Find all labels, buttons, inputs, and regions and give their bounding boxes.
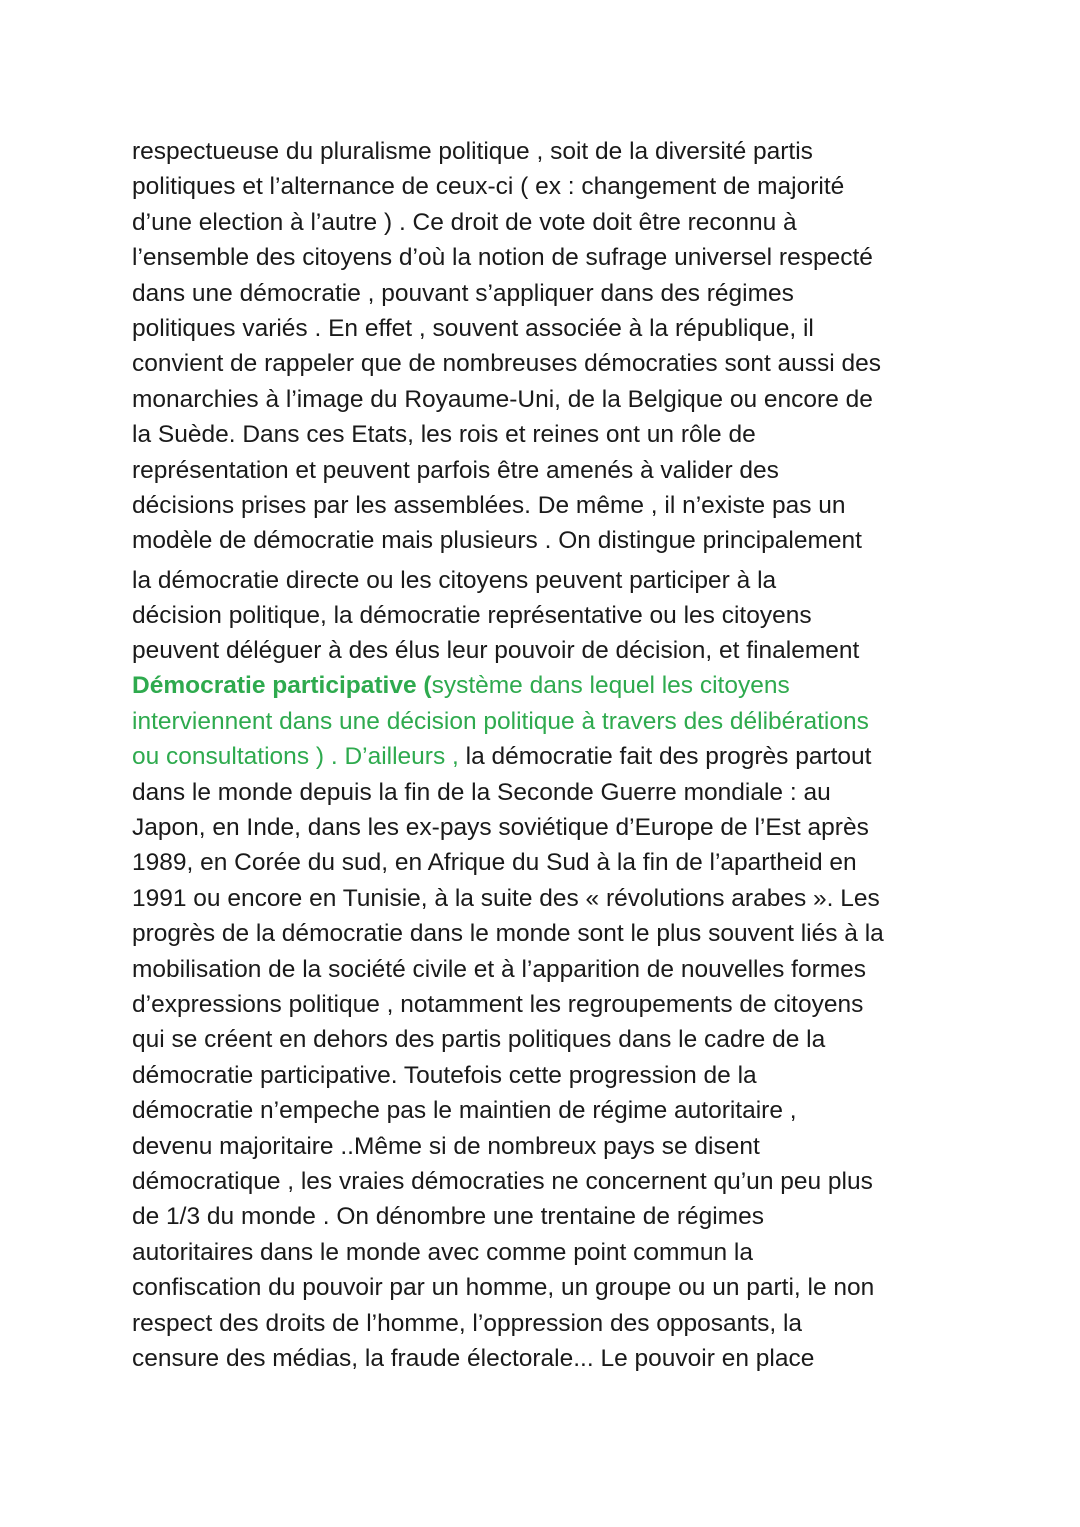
text-line (132, 987, 1012, 1022)
text-run: progrès de la démocratie dans le monde sont le plus souvent liés à la (132, 920, 884, 948)
text-line (132, 417, 1012, 452)
text-run: 1991 ou encore en Tunisie, à la suite des « révolutions arabes ». Les (132, 884, 880, 912)
highlighted-text-run: interviennent dans une décision politique à travers des délibérations (132, 707, 869, 735)
text-run: monarchies à l’image du Royaume-Uni, de la Belgique ou encore de (132, 385, 873, 413)
highlighted-text-run: Démocratie participative ( (132, 672, 432, 700)
text-run: convient de rappeler que de nombreuses démocraties sont aussi des (132, 350, 882, 378)
text-line (132, 775, 1012, 810)
text-line (132, 1270, 1012, 1305)
text-run: respectueuse du pluralisme politique , soit de la diversité partis (132, 138, 813, 165)
text-line (132, 810, 1012, 845)
text-run: représentation et peuvent parfois être amenés à valider des (132, 456, 779, 484)
text-line (132, 916, 1012, 951)
text-run: décisions prises par les assemblées. De même , il n’existe pas un (132, 491, 846, 519)
text-line (132, 1341, 1012, 1376)
text-run: la démocratie directe ou les citoyens peuvent participer à la (132, 566, 777, 594)
text-run: politiques et l’alternance de ceux-ci ( ex : changement de majorité (132, 173, 845, 201)
text-line (132, 1306, 1012, 1341)
text-line (132, 881, 1012, 916)
text-line (132, 169, 1012, 204)
text-line (132, 523, 1012, 558)
text-line (132, 739, 1012, 774)
text-run: 1989, en Corée du sud, en Afrique du Sud à la fin de l’apartheid en (132, 849, 857, 877)
text-run: l’ensemble des citoyens d’où la notion de sufrage universel respecté (132, 244, 873, 272)
text-line (132, 488, 1012, 523)
text-run: dans le monde depuis la fin de la Seconde Guerre mondiale : au (132, 778, 831, 806)
text-run: décision politique, la démocratie représentative ou les citoyens (132, 601, 812, 629)
text-run: politiques variés . En effet , souvent associée à la république, il (132, 314, 814, 342)
text-run: autoritaires dans le monde avec comme point commun la (132, 1238, 753, 1266)
text-run: d’une election à l’autre ) . Ce droit de vote doit être reconnu à (132, 208, 797, 236)
text-line (132, 845, 1012, 880)
text-run: modèle de démocratie mais plusieurs . On distingue principalement (132, 527, 862, 555)
text-line (132, 346, 1012, 381)
text-line (132, 952, 1012, 987)
text-run: dans une démocratie , pouvant s’appliquer dans des régimes (132, 279, 794, 307)
text-run: devenu majoritaire ..Même si de nombreux pays se disent (132, 1132, 760, 1160)
highlighted-text-run: système dans lequel les citoyens (431, 672, 790, 700)
text-line (132, 382, 1012, 417)
text-line (132, 559, 1012, 598)
text-line (132, 1093, 1012, 1128)
text-line (132, 1129, 1012, 1164)
text-line (132, 633, 1012, 668)
text-line (132, 276, 1012, 311)
text-line (132, 1199, 1012, 1234)
text-line (132, 240, 1012, 275)
text-run: la démocratie fait des progrès partout (458, 743, 872, 771)
text-run: démocratique , les vraies démocraties ne concernent qu’un peu plus (132, 1167, 873, 1195)
text-run: démocratie participative. Toutefois cette progression de la (132, 1061, 757, 1089)
text-run: Japon, en Inde, dans les ex-pays soviétique d’Europe de l’Est après (132, 814, 869, 842)
text-run: mobilisation de la société civile et à l’apparition de nouvelles formes (132, 955, 867, 983)
text-run: respect des droits de l’homme, l’oppression des opposants, la (132, 1309, 803, 1337)
text-run: la Suède. Dans ces Etats, les rois et reines ont un rôle de (132, 421, 756, 449)
text-line (132, 1164, 1012, 1199)
text-run: confiscation du pouvoir par un homme, un groupe ou un parti, le non (132, 1274, 875, 1302)
text-run: de 1/3 du monde . On dénombre une trentaine de régimes (132, 1203, 764, 1231)
highlighted-text-run: ou consultations ) . D’ailleurs , (132, 743, 459, 771)
text-line (132, 205, 1012, 240)
text-line (132, 134, 1012, 169)
text-run: démocratie n’empeche pas le maintien de régime autoritaire , (132, 1097, 797, 1125)
text-line (132, 1058, 1012, 1093)
text-line (132, 1235, 1012, 1270)
text-line (132, 668, 1012, 703)
text-run: d’expressions politique , notamment les regroupements de citoyens (132, 990, 864, 1018)
text-line (132, 1022, 1012, 1057)
text-run: peuvent déléguer à des élus leur pouvoir de décision, et finalement (132, 637, 860, 665)
text-run: censure des médias, la fraude électorale... Le pouvoir en place (132, 1344, 815, 1372)
text-line (132, 704, 1012, 739)
text-line (132, 598, 1012, 633)
body-text (132, 134, 1012, 1376)
text-line (132, 453, 1012, 488)
text-run: qui se créent en dehors des partis politiques dans le cadre de la (132, 1026, 826, 1054)
text-line (132, 311, 1012, 346)
